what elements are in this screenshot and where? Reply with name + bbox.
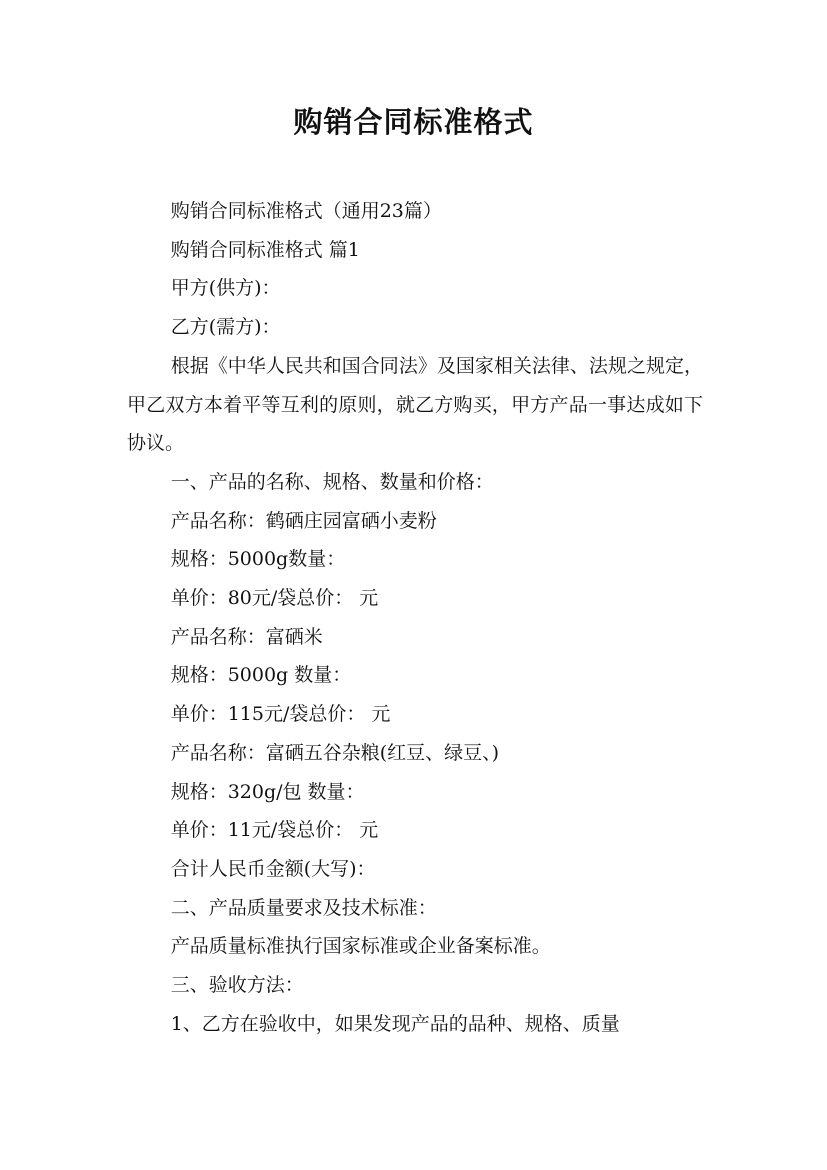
paragraph-party-b: 乙方(需方)：: [170, 316, 281, 339]
document-title: 购销合同标准格式: [293, 105, 534, 139]
paragraph-spec: 规格：5000g数量：: [170, 548, 346, 571]
paragraph-inspection-1: 1、乙方在验收中，如果发现产品的品种、规格、质量: [170, 1012, 620, 1035]
paragraph-price: 单价：115元/袋总价： 元: [170, 703, 391, 726]
paragraph-price: 单价：80元/袋总价： 元: [170, 587, 379, 610]
document-body: [127, 192, 703, 1043]
paragraph-preamble: 根据《中华人民共和国合同法》及国家相关法律、法规之规定，甲乙双方本着平等互利的原则，就乙方购买，甲方产品一事达成如下协议。: [127, 354, 703, 455]
paragraph-quality-standard: 产品质量标准执行国家标准或企业备案标准。: [170, 935, 551, 958]
paragraph-product-name: 产品名称：富硒米: [170, 625, 323, 648]
paragraph-section-heading: 购销合同标准格式 篇1: [170, 238, 360, 261]
paragraph-total-amount: 合计人民币金额(大写)：: [170, 857, 376, 880]
paragraph-spec: 规格：320g/包 数量：: [170, 780, 365, 803]
paragraph-clause-1-heading: 一、产品的名称、规格、数量和价格：: [170, 470, 494, 493]
paragraph-product-name: 产品名称：鹤硒庄园富硒小麦粉: [170, 509, 437, 532]
paragraph-price: 单价：11元/袋总价： 元: [170, 819, 379, 842]
paragraph-clause-3-heading: 三、验收方法：: [170, 974, 304, 997]
paragraph-subtitle: 购销合同标准格式（通用23篇）: [170, 200, 442, 222]
paragraph-clause-2-heading: 二、产品质量要求及技术标准：: [170, 896, 437, 919]
paragraph-product-name: 产品名称：富硒五谷杂粮(红豆、绿豆、): [170, 741, 500, 764]
paragraph-spec: 规格：5000g 数量：: [170, 664, 352, 687]
paragraph-party-a: 甲方(供方)：: [170, 277, 281, 300]
